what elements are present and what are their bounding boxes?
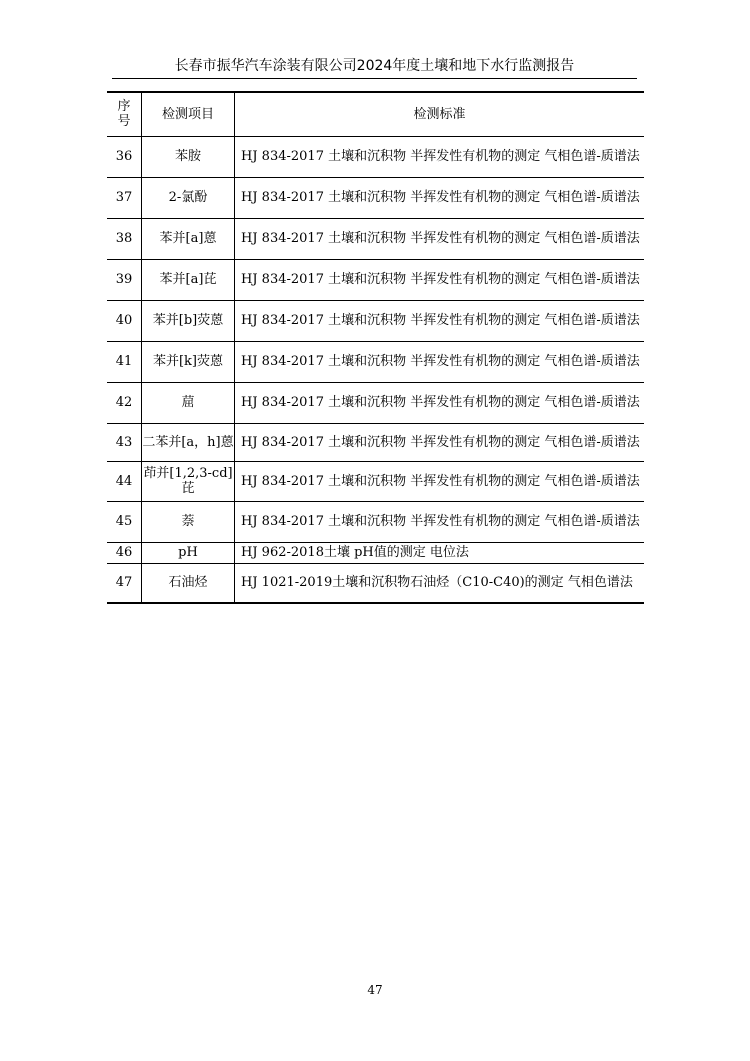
cell-standard: HJ 834-2017 土壤和沉积物 半挥发性有机物的测定 气相色谱-质谱法 — [235, 501, 645, 542]
cell-item: 2-氯酚 — [142, 177, 235, 218]
cell-item: 茚并[1,2,3-cd]芘 — [142, 461, 235, 501]
table-row — [107, 423, 644, 461]
table-row — [107, 300, 644, 341]
cell-seq: 39 — [107, 259, 142, 300]
column-header-item: 检测项目 — [142, 92, 235, 136]
table-row — [107, 461, 644, 501]
column-header-standard: 检测标准 — [235, 92, 645, 136]
cell-standard: HJ 834-2017 土壤和沉积物 半挥发性有机物的测定 气相色谱-质谱法 — [235, 341, 645, 382]
cell-item: 苯并[a]蒽 — [142, 218, 235, 259]
page-header-title: 长春市振华汽车涂装有限公司2024年度土壤和地下水行监测报告 — [174, 58, 575, 74]
table-row — [107, 542, 644, 563]
cell-seq: 47 — [107, 563, 142, 603]
cell-standard: HJ 834-2017 土壤和沉积物 半挥发性有机物的测定 气相色谱-质谱法 — [235, 136, 645, 177]
column-header-seq — [107, 92, 142, 136]
cell-standard: HJ 834-2017 土壤和沉积物 半挥发性有机物的测定 气相色谱-质谱法 — [235, 177, 645, 218]
table-row — [107, 136, 644, 177]
table-header-row — [107, 92, 644, 136]
cell-item: 二苯并[a，h]蒽 — [142, 423, 235, 461]
cell-seq: 42 — [107, 382, 142, 423]
cell-seq: 38 — [107, 218, 142, 259]
cell-seq: 36 — [107, 136, 142, 177]
column-header-seq-label: 序号 — [117, 99, 131, 130]
cell-seq: 37 — [107, 177, 142, 218]
table-row — [107, 259, 644, 300]
cell-standard: HJ 962-2018土壤 pH值的测定 电位法 — [235, 542, 645, 563]
cell-item: pH — [142, 542, 235, 563]
table-row — [107, 563, 644, 603]
cell-seq: 43 — [107, 423, 142, 461]
cell-standard: HJ 834-2017 土壤和沉积物 半挥发性有机物的测定 气相色谱-质谱法 — [235, 382, 645, 423]
table-row — [107, 501, 644, 542]
cell-item: 苯胺 — [142, 136, 235, 177]
cell-item: 萘 — [142, 501, 235, 542]
cell-standard: HJ 834-2017 土壤和沉积物 半挥发性有机物的测定 气相色谱-质谱法 — [235, 218, 645, 259]
cell-seq: 40 — [107, 300, 142, 341]
cell-seq: 45 — [107, 501, 142, 542]
page-number: 47 — [367, 983, 383, 997]
cell-standard: HJ 1021-2019土壤和沉积物石油烃（C10-C40)的测定 气相色谱法 — [235, 563, 645, 603]
table-row — [107, 341, 644, 382]
header-rule — [112, 78, 637, 79]
cell-item: 石油烃 — [142, 563, 235, 603]
cell-standard: HJ 834-2017 土壤和沉积物 半挥发性有机物的测定 气相色谱-质谱法 — [235, 259, 645, 300]
cell-seq: 44 — [107, 461, 142, 501]
monitoring-standards-table — [107, 91, 644, 604]
cell-item: 苯并[b]荧蒽 — [142, 300, 235, 341]
cell-standard: HJ 834-2017 土壤和沉积物 半挥发性有机物的测定 气相色谱-质谱法 — [235, 300, 645, 341]
cell-standard: HJ 834-2017 土壤和沉积物 半挥发性有机物的测定 气相色谱-质谱法 — [235, 423, 645, 461]
cell-item: 苯并[k]荧蒽 — [142, 341, 235, 382]
cell-standard: HJ 834-2017 土壤和沉积物 半挥发性有机物的测定 气相色谱-质谱法 — [235, 461, 645, 501]
table-row — [107, 177, 644, 218]
table-row — [107, 382, 644, 423]
cell-item: 䓛 — [142, 382, 235, 423]
table-row — [107, 218, 644, 259]
cell-seq: 41 — [107, 341, 142, 382]
cell-seq: 46 — [107, 542, 142, 563]
cell-item: 苯并[a]芘 — [142, 259, 235, 300]
